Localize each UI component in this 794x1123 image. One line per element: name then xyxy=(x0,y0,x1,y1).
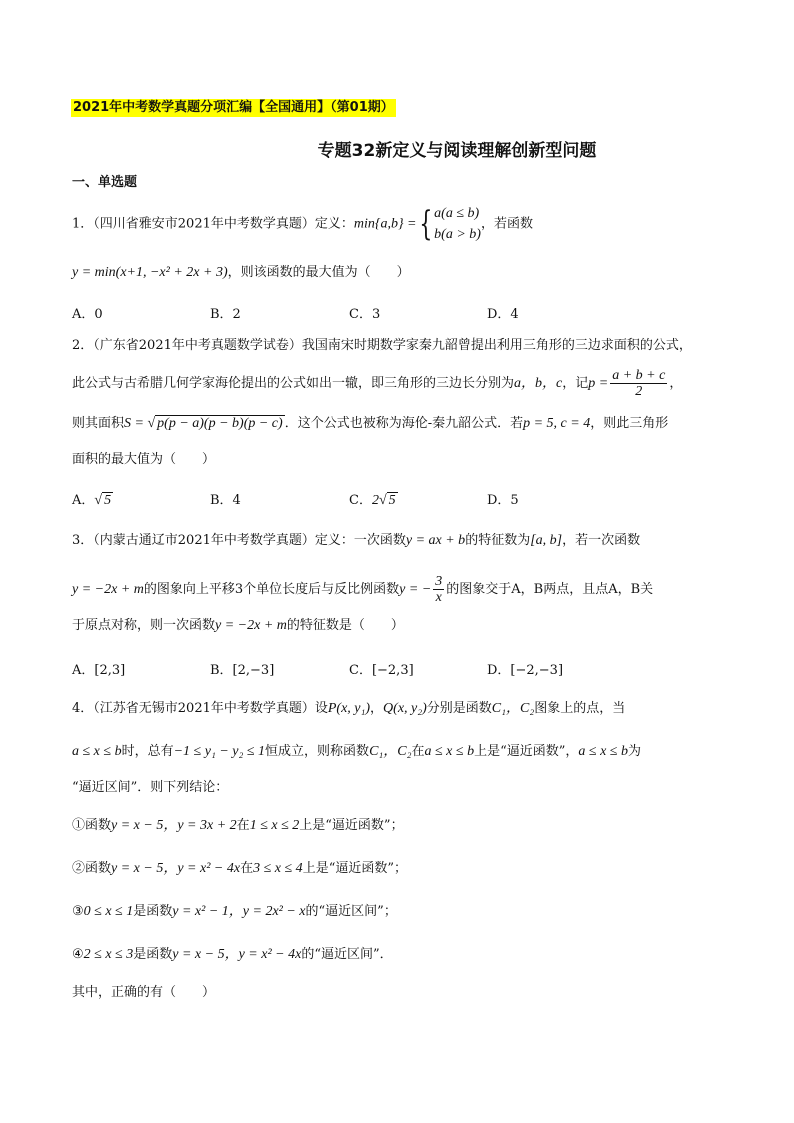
q3-feature: [a, b] xyxy=(530,533,563,548)
q1-line1 xyxy=(72,203,533,245)
q3-option-d[interactable]: D．[−2,−3] xyxy=(487,663,564,678)
q3-line2 xyxy=(72,574,653,605)
q2-option-d[interactable]: D．5 xyxy=(487,493,519,508)
q1-question: ，则该函数的最大值为（ ） xyxy=(227,265,410,280)
q2-line2: 此公式与古希腊几何学家海伦提出的公式如出一辙，即三角形的三边长分别为a，b，c，记p = $\frac{a + b + c}{2}$ ， xyxy=(72,368,683,399)
q2-option-b[interactable]: B．4 xyxy=(210,493,241,508)
q2-text: ，则此三角形 xyxy=(590,416,669,431)
q2-text: ，记 xyxy=(562,376,589,391)
q4-statement-4: ④2 ≤ x ≤ 3是函数y = x − 5，y = x² − 4x的“逼近区间”． xyxy=(72,947,393,962)
q3-option-a[interactable]: A．[2,3] xyxy=(72,663,126,678)
section-heading: 一、单选题 xyxy=(72,175,138,190)
q1-option-d[interactable]: D．4 xyxy=(487,307,519,322)
q1-cases: a(a ≤ b) b(a > b) xyxy=(434,206,481,242)
q4-line1: 4．（江苏省无锡市2021年中考数学真题）设P(x, y₁)，Q(x, y₂)分别是函数C₁，C₂图象上的点，当 xyxy=(72,701,626,716)
q2-p-fraction: $\frac{a + b + c}{2}$ xyxy=(612,368,666,399)
q1-option-b[interactable]: B．2 xyxy=(210,307,241,322)
q3-inverse-fraction: $\frac{3}{x}$ xyxy=(435,574,443,605)
q3-option-b[interactable]: B．[2,−3] xyxy=(210,663,275,678)
q2-option-a[interactable]: A．√ 5 xyxy=(72,493,112,508)
q2-line4: 面积的最大值为（ ） xyxy=(72,452,216,467)
q2-formula: S = √ p(p − a)(p − b)(p − c) xyxy=(124,416,283,431)
page-title xyxy=(0,136,794,161)
q3-line1 xyxy=(72,532,640,550)
q3-text: 的图象交于A，B两点，且点A，B关 xyxy=(446,582,654,597)
q4-statement-3: ③0 ≤ x ≤ 1是函数y = x² − 1，y = 2x² − x的“逼近区间”； xyxy=(72,904,397,919)
q1-text: ，若函数 xyxy=(480,216,533,232)
q4-statement-2: ②函数y = x − 5，y = x² − 4x在3 ≤ x ≤ 4上是“逼近函数”； xyxy=(72,861,407,876)
q2-option-c[interactable]: C．2√ 5 xyxy=(349,493,396,508)
q3-text: 3．（内蒙古通辽市2021年中考数学真题）定义：一次函数 xyxy=(72,533,406,548)
q2-line3 xyxy=(72,415,668,433)
q3-option-c[interactable]: C．[−2,3] xyxy=(349,663,414,678)
topic-title: 专题32新定义与阅读理解创新型问题 xyxy=(317,141,597,161)
q3-line3 xyxy=(72,617,404,635)
q1-stem: 1．（四川省雅安市2021年中考数学真题）定义： xyxy=(72,216,354,232)
q3-text: 于原点对称，则一次函数 xyxy=(72,618,216,633)
q4-prompt: 其中，正确的有（ ） xyxy=(72,985,216,1000)
q3-text: ，若一次函数 xyxy=(562,533,641,548)
q1-function: y = min(x+1, −x² + 2x + 3) xyxy=(72,265,228,280)
q2-line1: 2．（广东省2021年中考真题数学试卷）我国南宋时期数学家秦九韶曾提出利用三角形的三边求面积的公式， xyxy=(72,338,692,353)
q2-p-def: p = xyxy=(588,376,609,391)
q3-function: y = −2x + m xyxy=(72,582,144,597)
q2-given: p = 5, c = 4 xyxy=(523,416,591,431)
q3-inverse: y = − xyxy=(399,582,432,597)
q4-line2: a ≤ x ≤ b时，总有−1 ≤ y₁ − y₂ ≤ 1恒成立，则称函数C₁，C₂在a ≤ x ≤ b上是“逼近函数”，a ≤ x ≤ b为 xyxy=(72,744,641,759)
q1-option-a[interactable]: A．0 xyxy=(72,307,103,322)
q3-linear: y = ax + b xyxy=(405,533,466,548)
q4-line3: “逼近区间”．则下列结论： xyxy=(72,780,229,795)
q1-line2 xyxy=(72,264,410,282)
q2-sides: a，b，c xyxy=(514,376,563,391)
q1-option-c[interactable]: C．3 xyxy=(349,307,381,322)
q2-text: 此公式与古希腊几何学家海伦提出的公式如出一辙，即三角形的三边长分别为 xyxy=(72,376,515,391)
q2-text: 则其面积 xyxy=(72,416,125,431)
brace-symbol: { xyxy=(418,204,432,244)
q3-text: 的图象向上平移3个单位长度后与反比例函数 xyxy=(143,582,400,597)
q1-min-def: min{a,b} = xyxy=(353,216,417,232)
q3-function: y = −2x + m xyxy=(215,618,287,633)
series-title-highlight: 2021年中考数学真题分项汇编【全国通用】（第01期） xyxy=(73,100,394,115)
q3-text: 的特征数是（ ） xyxy=(286,618,404,633)
q4-statement-1: ①函数y = x − 5，y = 3x + 2在1 ≤ x ≤ 2上是“逼近函数”； xyxy=(72,818,404,833)
q3-text: 的特征数为 xyxy=(465,533,531,548)
q2-text: ．这个公式也被称为海伦-秦九韶公式．若 xyxy=(284,416,524,431)
